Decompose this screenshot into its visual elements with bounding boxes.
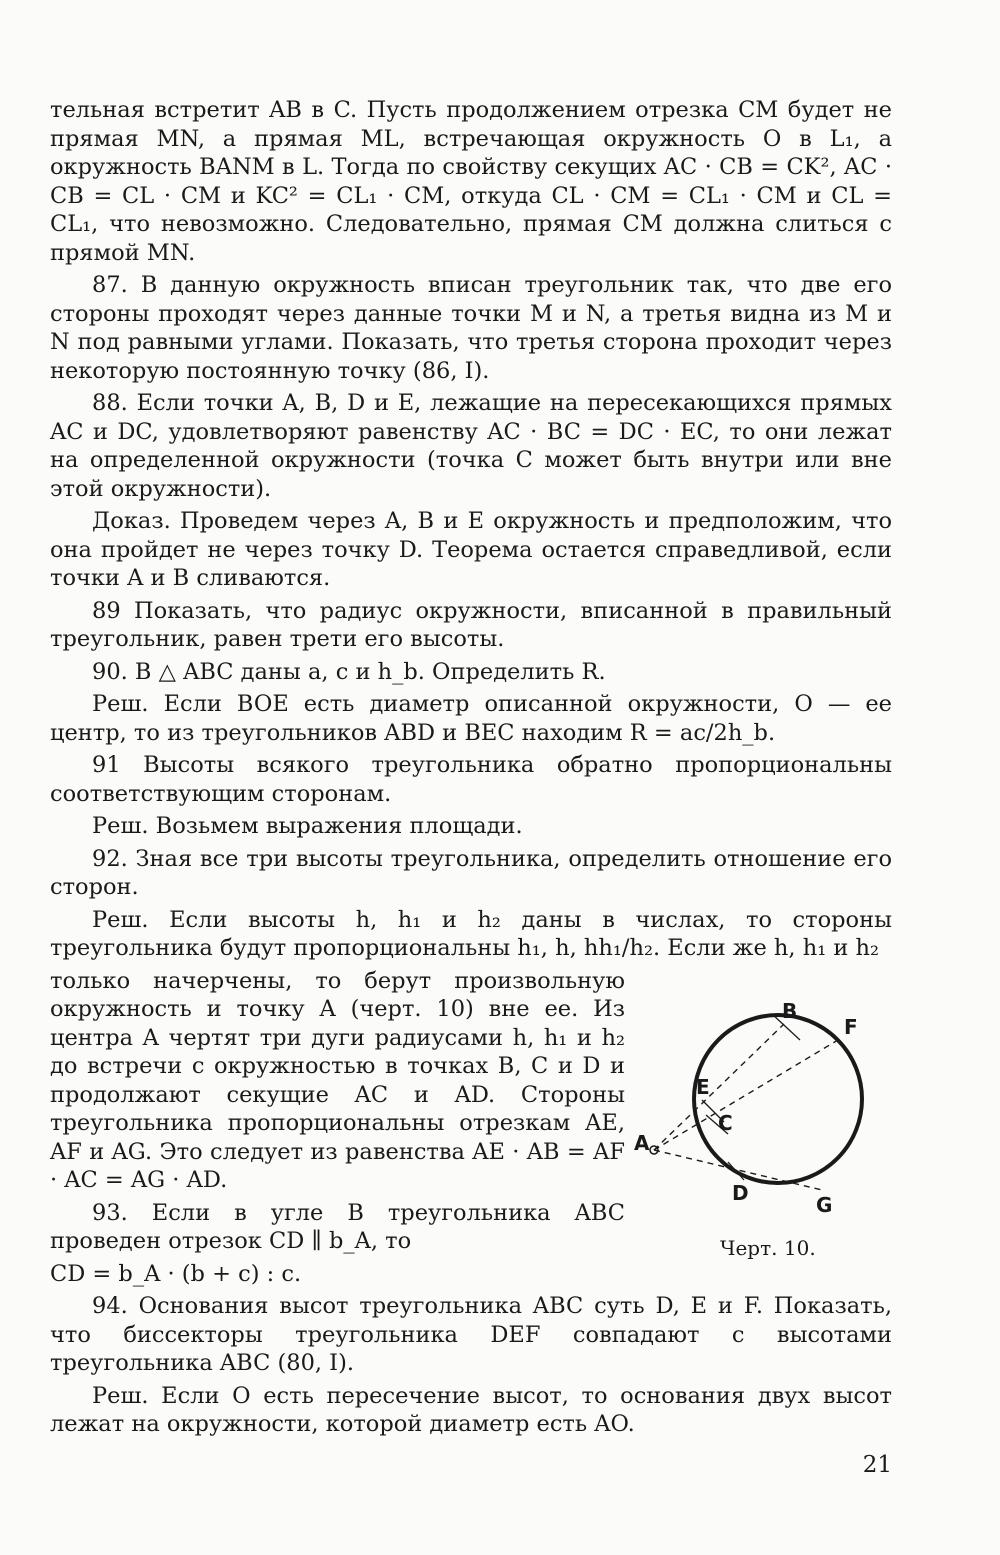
problem-94: 94. Основания высот треугольника ABC суть D, E и F. Показать, что биссекторы треугольника DEF совпадают с высотами треугольника ABC (80, I). bbox=[50, 1293, 892, 1376]
solution-91: Реш. Возьмем выражения площади. bbox=[92, 813, 523, 839]
secant-af bbox=[654, 1040, 838, 1150]
problem-90: 90. В △ ABC даны a, c и h_b. Определить R. bbox=[92, 658, 606, 685]
label-e: E bbox=[696, 1075, 710, 1099]
proof-88: Доказ. Проведем через A, B и E окружность и предположим, что она пройдет не через точку D. Теорема остается справедливой, если точки A и B сливаются. bbox=[50, 508, 892, 591]
figure-10-diagram bbox=[632, 990, 902, 1222]
label-c: C bbox=[718, 1111, 733, 1135]
figure-caption: Черт. 10. bbox=[720, 1236, 816, 1260]
label-f: F bbox=[844, 1015, 858, 1039]
label-a: A bbox=[634, 1131, 650, 1155]
label-d: D bbox=[732, 1181, 749, 1205]
paragraph-continuation: тельная встретит AB в C. Пусть продолжением отрезка CM будет не прямая MN, а прямая ML, встречающая окружность O в L₁, а окружность BANM в L. Тогда по свойству секущих AC · CB = CK², AC · CB = CL · CM и KC² = CL₁ · CM, откуда CL · CM = CL₁ · CM и CL = CL₁, что невозможно. Следовательно, прямая CM должна слиться с прямой MN. bbox=[50, 97, 892, 266]
solution-94: Реш. Если O есть пересечение высот, то основания двух высот лежат на окружности, которой диаметр есть AO. bbox=[50, 1382, 892, 1437]
label-g: G bbox=[816, 1193, 833, 1217]
problem-88: 88. Если точки A, B, D и E, лежащие на пересекающихся прямых AC и DC, удовлетворяют равенству AC · BC = DC · EC, то они лежат на определенной окружности (точка C может быть внутри или вне этой окружности). bbox=[50, 390, 892, 502]
problem-87: 87. В данную окружность вписан треугольник так, что две его стороны проходят через данные точки M и N, а третья видна из M и N под равными углами. Показать, что третья сторона проходит через некоторую постоянную точку (86, I). bbox=[50, 272, 892, 384]
problem-92: 92. Зная все три высоты треугольника, определить отношение его сторон. bbox=[50, 845, 892, 900]
problem-91: 91 Высоты всякого треугольника обратно пропорциональны соответствующим сторонам. bbox=[50, 752, 892, 807]
formula-93: CD = b_A · (b + c) : c. bbox=[50, 1260, 302, 1287]
problem-93: 93. Если в угле B треугольника ABC проведен отрезок CD ∥ b_A, то bbox=[50, 1199, 625, 1254]
solution-92-continued: только начерчены, то берут произвольную окружность и точку A (черт. 10) вне ее. Из центра A чертят три дуги радиусами h, h₁ и h₂ до встречи с окружностью в точках B, C и D и продолжают секущие AC и AD. Стороны треугольника пропорциональны отрезкам AE, AF и AG. Это следует из равенства AE · AB = AF · AC = AG · AD. bbox=[50, 967, 625, 1193]
solution-90: Реш. Если BOE есть диаметр описанной окружности, O — ее центр, то из треугольников ABD и BEC находим R = ac/2h_b. bbox=[50, 691, 892, 746]
solution-92: Реш. Если высоты h, h₁ и h₂ даны в числах, то стороны треугольника будут пропорциональны h₁, h, hh₁/h₂. Если же h, h₁ и h₂ bbox=[50, 906, 892, 961]
label-b: B bbox=[782, 999, 798, 1023]
page-number: 21 bbox=[862, 1452, 892, 1478]
problem-89: 89 Показать, что радиус окружности, вписанной в правильный треугольник, равен трети его высоты. bbox=[50, 597, 892, 652]
